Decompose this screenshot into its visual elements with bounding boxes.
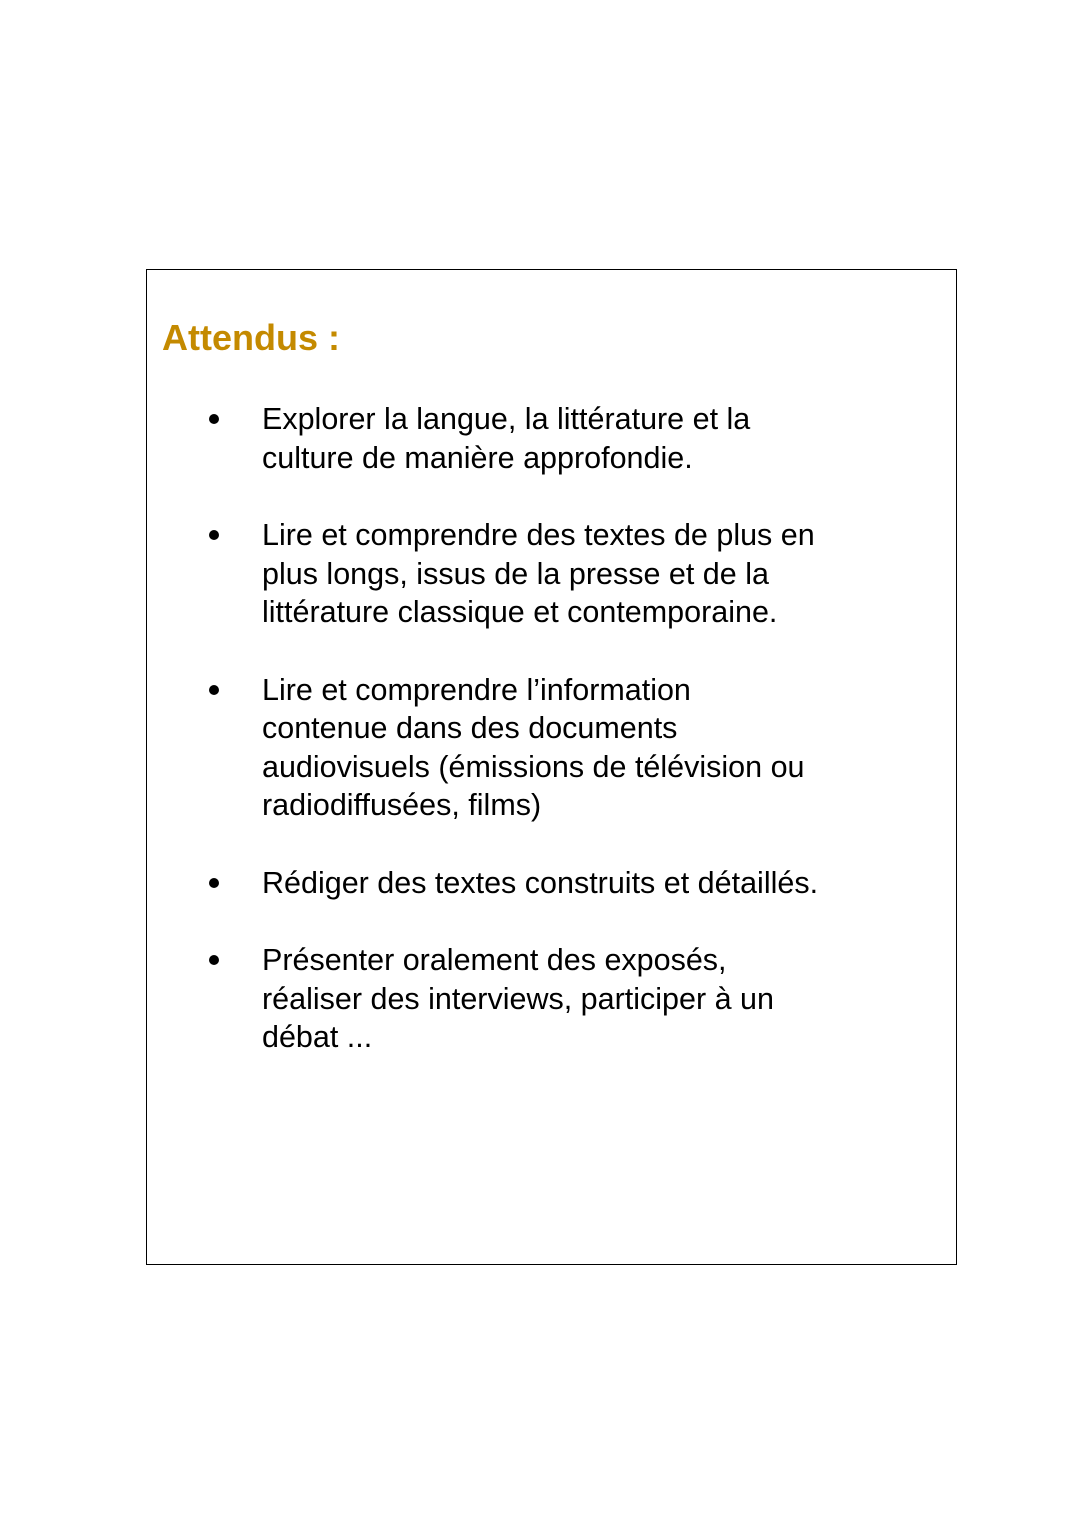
list-item-line: réaliser des interviews, participer à un [262,981,774,1016]
list-item-line: Explorer la langue, la littérature et la [262,402,751,436]
list-item [147,941,958,1057]
list-item-line: plus longs, issus de la presse et de la [262,556,769,591]
list-item [147,400,958,477]
list-item-line: Rédiger des textes construits et détaillés. [262,865,819,900]
bullet-icon [209,685,219,695]
section-heading: Attendus : [162,317,340,358]
bullet-icon [209,955,219,965]
expectations-list [147,400,958,1096]
list-item [147,671,958,825]
list-item [147,516,958,632]
list-item-line: Lire et comprendre des textes de plus en [262,518,815,552]
bullet-icon [209,878,219,888]
list-item-line: Présenter oralement des exposés, [262,943,727,977]
list-item-line: débat ... [262,1020,373,1054]
content-frame [146,269,957,1265]
bullet-icon [209,530,219,540]
list-item-line: Lire et comprendre l’information [262,672,691,707]
bullet-icon [209,414,219,424]
list-item [147,864,958,903]
list-item-line: culture de manière approfondie. [262,440,693,475]
list-item-line: contenue dans des documents [262,711,678,745]
list-item-line: audiovisuels (émissions de télévision ou [262,749,805,784]
list-item-line: littérature classique et contemporaine. [262,595,778,629]
list-item-line: radiodiffusées, films) [262,788,542,822]
